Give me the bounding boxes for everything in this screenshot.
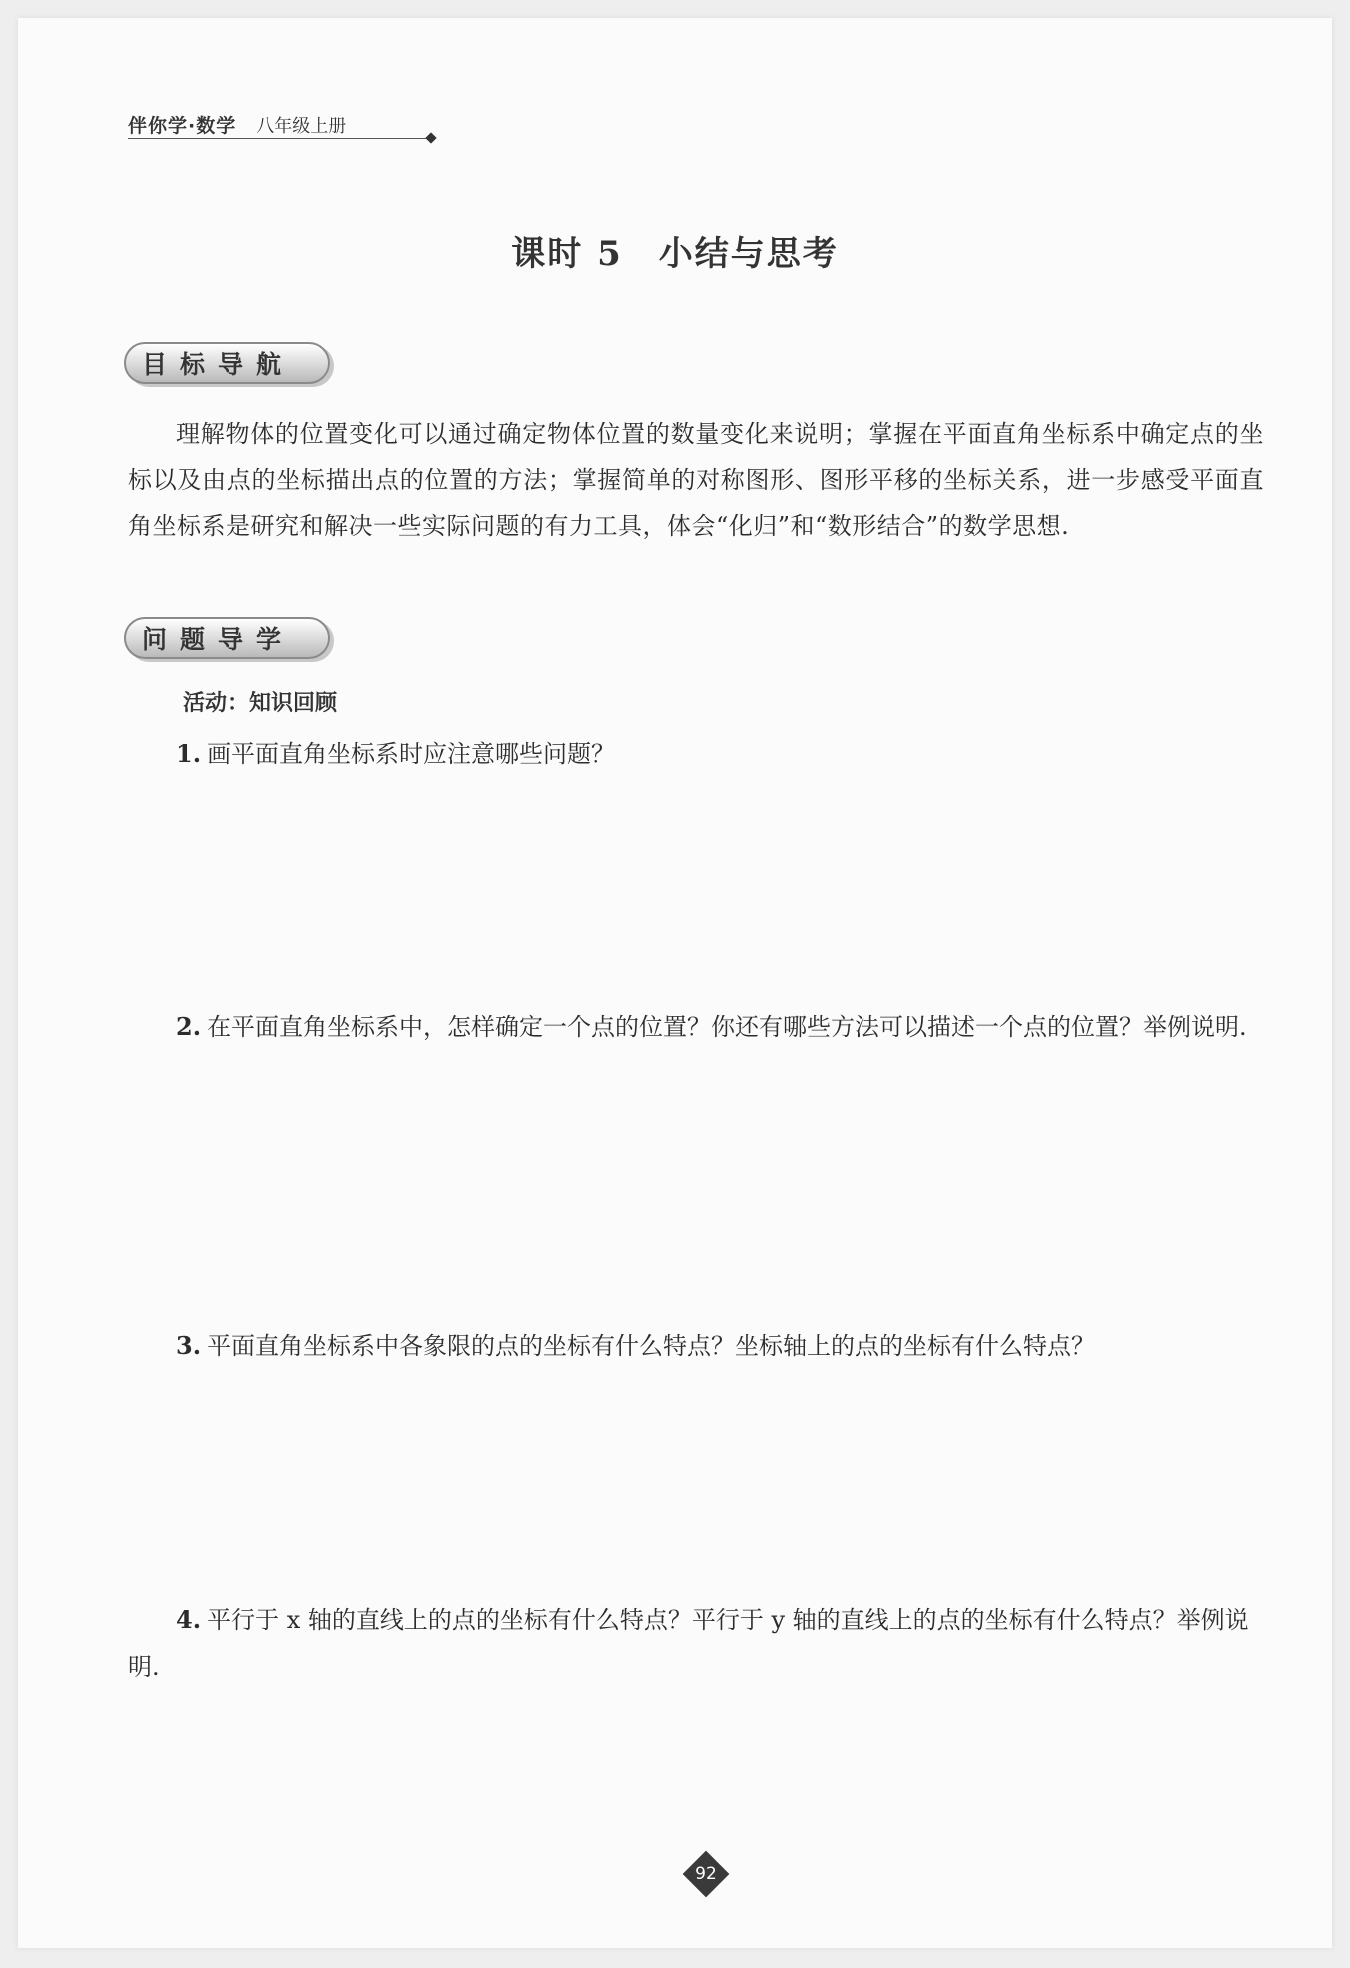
lesson-number: 课时 5 [511,234,623,274]
question-number: 1. [176,739,202,768]
question-text: 平行于 x 轴的直线上的点的坐标有什么特点？平行于 y 轴的直线上的点的坐标有什么特点？举例说明. [128,1606,1249,1681]
guide-section-badge: 问题导学 [124,617,330,659]
series-name: 伴你学·数学 [128,115,237,137]
question-3 [128,1322,1264,1370]
lesson-name: 小结与思考 [658,234,839,274]
lesson-title [18,226,1332,275]
question-text: 画平面直角坐标系时应注意哪些问题？ [207,740,616,768]
running-header [128,111,346,138]
activity-heading: 活动：知识回顾 [183,691,338,716]
question-text: 平面直角坐标系中各象限的点的坐标有什么特点？坐标轴上的点的坐标有什么特点？ [207,1332,1096,1360]
question-number: 3. [176,1331,202,1360]
question-4 [128,1596,1264,1691]
textbook-page [18,18,1332,1948]
header-diamond-icon [425,132,436,143]
goal-paragraph: 理解物体的位置变化可以通过确定物体位置的数量变化来说明；掌握在平面直角坐标系中确定点的坐标以及由点的坐标描出点的位置的方法；掌握简单的对称图形、图形平移的坐标关系，进一步感受平面直角坐标系是研究和解决一些实际问题的有力工具，体会“化归”和“数形结合”的数学思想. [128,420,1264,540]
question-text: 在平面直角坐标系中，怎样确定一个点的位置？你还有哪些方法可以描述一个点的位置？举例说明. [207,1013,1247,1041]
question-number: 2. [176,1012,202,1041]
page-number: 92 [695,1864,717,1884]
grade-label: 八年级上册 [256,116,347,137]
header-rule [128,138,432,139]
question-number: 4. [176,1605,202,1634]
question-2 [128,1003,1264,1051]
page-number-badge [684,1852,728,1896]
goal-section-badge: 目标导航 [124,342,330,384]
question-1 [128,730,1264,778]
